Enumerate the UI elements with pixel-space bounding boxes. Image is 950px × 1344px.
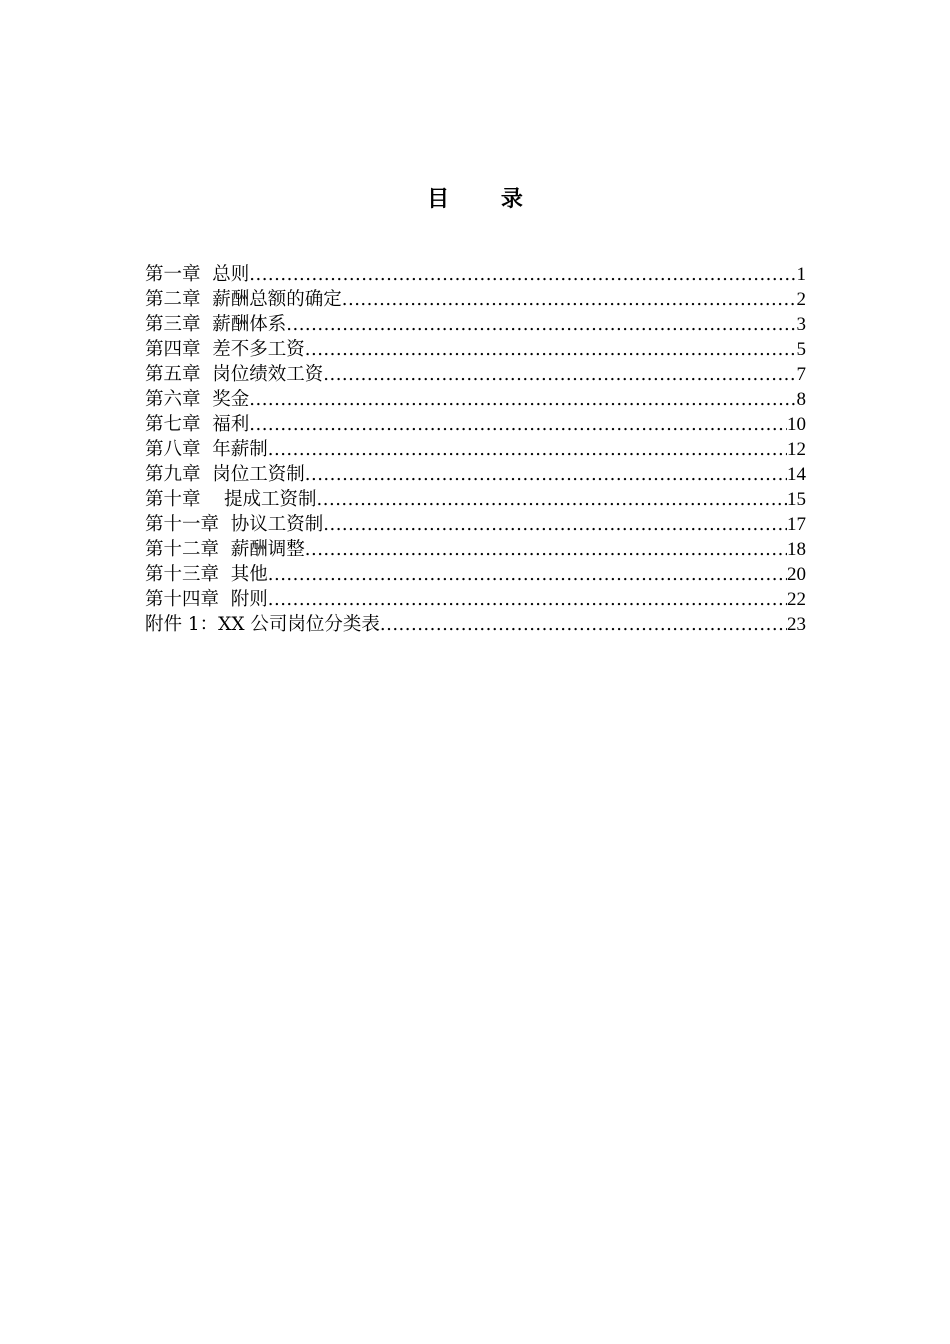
toc-entry[interactable] [145, 512, 806, 537]
toc-title: 目 录 [427, 187, 545, 212]
toc-entry-page: 17 [787, 514, 806, 535]
toc-entry[interactable] [145, 337, 806, 362]
toc-dot-leader [249, 387, 796, 412]
toc-entry[interactable] [145, 312, 806, 337]
toc-entry-label: 第五章 岗位绩效工资 [145, 364, 324, 385]
toc-dot-leader [268, 587, 787, 612]
toc-entry-page: 2 [796, 289, 806, 310]
toc-entry-label: 第十三章 其他 [145, 564, 268, 585]
toc-entry-label: 附件 1：XX 公司岗位分类表 [145, 614, 380, 635]
toc-entry[interactable] [145, 362, 806, 387]
toc-entry-label: 第六章 奖金 [145, 389, 250, 410]
toc-entry-page: 23 [787, 614, 806, 635]
toc-entry[interactable] [145, 487, 806, 512]
toc-entry-page: 7 [796, 364, 806, 385]
toc-dot-leader [286, 312, 796, 337]
toc-entry-label: 第十章 提成工资制 [145, 489, 317, 510]
toc-entry-page: 22 [787, 589, 806, 610]
toc-entry[interactable] [145, 562, 806, 587]
toc-entry[interactable] [145, 412, 806, 437]
toc-entry-label: 第二章 薪酬总额的确定 [145, 289, 342, 310]
toc-dot-leader [323, 512, 787, 537]
toc-entry[interactable] [145, 462, 806, 487]
toc-entry[interactable] [145, 537, 806, 562]
toc-entry-label: 第十四章 附则 [145, 589, 268, 610]
toc-dot-leader [342, 287, 797, 312]
toc-entry-page: 1 [796, 264, 806, 285]
toc-entry-label: 第八章 年薪制 [145, 439, 268, 460]
toc-dot-leader [268, 562, 787, 587]
toc-entry-page: 20 [787, 564, 806, 585]
toc-entry[interactable] [145, 262, 806, 287]
toc-entry-page: 14 [787, 464, 806, 485]
toc-dot-leader [305, 337, 797, 362]
toc-dot-leader [305, 537, 787, 562]
toc-dot-leader [380, 612, 787, 637]
toc-entry[interactable] [145, 587, 806, 612]
toc-entry-label: 第四章 差不多工资 [145, 339, 305, 360]
toc-dot-leader [249, 412, 787, 437]
toc-entry-label: 第十二章 薪酬调整 [145, 539, 305, 560]
toc-entry[interactable] [145, 287, 806, 312]
toc-dot-leader [317, 487, 787, 512]
toc-entry-page: 8 [796, 389, 806, 410]
toc-entry-page: 12 [787, 439, 806, 460]
toc-entry-page: 10 [787, 414, 806, 435]
toc-entry-page: 5 [796, 339, 806, 360]
toc-dot-leader [268, 437, 787, 462]
toc-entry-label: 第十一章 协议工资制 [145, 514, 324, 535]
toc-entry[interactable] [145, 437, 806, 462]
toc-entry-page: 3 [796, 314, 806, 335]
toc-entry-label: 第九章 岗位工资制 [145, 464, 305, 485]
toc-dot-leader [305, 462, 787, 487]
toc-entry-label: 第一章 总则 [145, 264, 250, 285]
toc-entry-label: 第三章 薪酬体系 [145, 314, 287, 335]
toc-entry-page: 18 [787, 539, 806, 560]
toc-entry[interactable] [145, 612, 806, 637]
toc-entry-label: 第七章 福利 [145, 414, 250, 435]
toc-entry[interactable] [145, 387, 806, 412]
toc-dot-leader [323, 362, 796, 387]
table-of-contents [145, 262, 806, 637]
toc-dot-leader [249, 262, 796, 287]
toc-entry-page: 15 [787, 489, 806, 510]
